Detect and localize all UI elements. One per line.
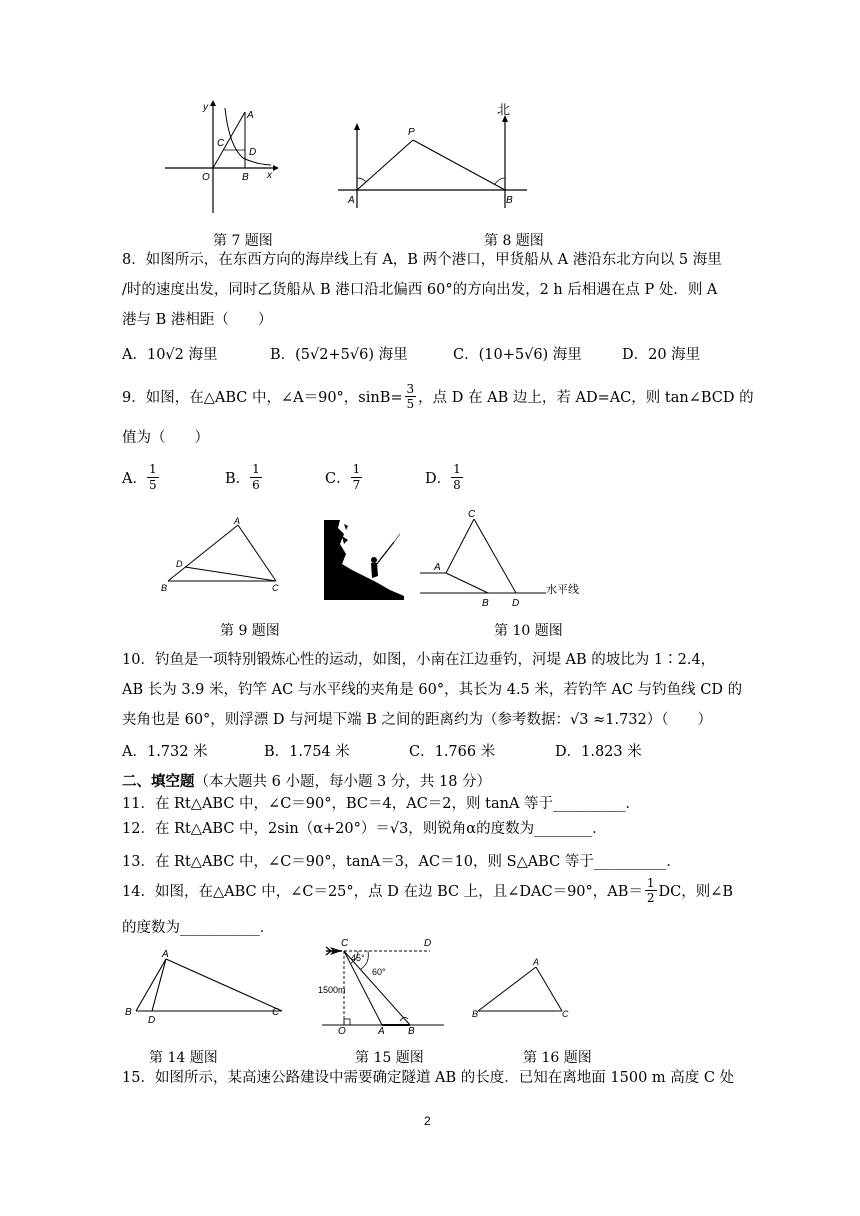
q10-option-b: B．1.754 米 bbox=[264, 744, 350, 760]
q14-frac-den: 2 bbox=[646, 891, 655, 905]
q9-option-d-frac bbox=[451, 462, 463, 493]
page-number: 2 bbox=[424, 1114, 431, 1128]
q10-line-3: 夹角也是 60°，则浮漂 D 与河堤下端 B 之间的距离约为（参考数据：√3 ≈1.732）（ ） bbox=[122, 712, 713, 728]
q9-option-b-frac bbox=[250, 462, 262, 493]
q9-option-a-frac bbox=[147, 462, 159, 493]
q14-frac-num: 1 bbox=[646, 876, 655, 890]
q9-option-d-num: 1 bbox=[453, 462, 461, 476]
q9-option-d bbox=[425, 462, 463, 493]
q9-option-b bbox=[225, 462, 262, 493]
section-2-note: （本大题共 6 小题，每小题 3 分，共 18 分） bbox=[194, 774, 492, 790]
q11: 11．在 Rt△ABC 中，∠C＝90°，BC＝4，AC＝2，则 tanA 等于__________． bbox=[122, 796, 641, 812]
figure-14 bbox=[120, 945, 295, 1025]
caption-fig8: 第 8 题图 bbox=[484, 233, 544, 249]
q8-line-1: 8．如图所示，在东西方向的海岸线上有 A，B 两个港口，甲货船从 A 港沿东北方向以 5 海里 bbox=[122, 252, 722, 268]
fig8-label-north: 北 bbox=[497, 102, 511, 117]
fig10-label-d: D bbox=[512, 598, 520, 609]
fig7-label-x: x bbox=[267, 170, 272, 181]
q9-option-d-label: D． bbox=[425, 471, 452, 487]
q8-option-b: B．(5√2+5√6) 海里 bbox=[270, 347, 408, 363]
q12: 12．在 Rt△ABC 中，2sin（α+20°）＝√3，则锐角α的度数为________． bbox=[122, 821, 607, 837]
q8-option-d: D．20 海里 bbox=[622, 347, 701, 363]
q9-line-2: 值为（ ） bbox=[122, 430, 209, 446]
q8-line-3: 港与 B 港相距（ ） bbox=[122, 312, 273, 328]
fig10-label-c: C bbox=[468, 509, 476, 520]
q9-option-a-den: 5 bbox=[148, 478, 157, 492]
fig7-label-y: y bbox=[203, 102, 208, 113]
fig10-label-horizontal: 水平线 bbox=[546, 584, 579, 596]
fig7-label-d: D bbox=[249, 147, 257, 158]
q10-line-2: AB 长为 3.9 米，钓竿 AC 与水平线的夹角是 60°，其长为 4.5 米，若钓竿 AC 与钓鱼线 CD 的 bbox=[122, 682, 743, 698]
q9-line-1 bbox=[122, 382, 754, 411]
q9-option-a bbox=[122, 462, 159, 493]
fig16-label-c: C bbox=[562, 1009, 569, 1019]
q9-option-b-label: B． bbox=[225, 471, 251, 487]
q9-text-b: ，点 D 在 AB 边上，若 AD=AC，则 tan∠BCD 的 bbox=[418, 390, 754, 406]
caption-fig10: 第 10 题图 bbox=[494, 623, 563, 639]
q9-option-b-den: 6 bbox=[252, 478, 260, 492]
caption-fig9: 第 9 题图 bbox=[220, 623, 280, 639]
fig8-label-p: P bbox=[408, 127, 415, 138]
q9-option-b-num: 1 bbox=[252, 462, 260, 476]
fig15-label-o: O bbox=[338, 1026, 346, 1035]
figure-16 bbox=[470, 955, 580, 1021]
fig14-label-d: D bbox=[148, 1015, 156, 1025]
q9-option-c bbox=[325, 462, 362, 493]
fig10-label-b: B bbox=[482, 598, 489, 609]
q10-line-1: 10．钓鱼是一项特别锻炼心性的运动，如图，小南在江边垂钓，河堤 AB 的坡比为 1∶2.4， bbox=[122, 652, 716, 668]
q9-option-a-label: A． bbox=[122, 471, 147, 487]
q8-option-a: A．10√2 海里 bbox=[122, 347, 218, 363]
q8-option-c: C．(10+5√6) 海里 bbox=[453, 347, 582, 363]
fig16-label-a: A bbox=[533, 957, 540, 967]
q10-option-d: D．1.823 米 bbox=[555, 744, 642, 760]
fig14-label-c: C bbox=[272, 1007, 280, 1018]
figure-9 bbox=[158, 515, 288, 597]
q14-fraction bbox=[645, 876, 657, 905]
fig7-label-b: B bbox=[242, 172, 249, 183]
q15-line-1: 15．如图所示，某高速公路建设中需要确定隧道 AB 的长度．已知在离地面 1500 m 高度 C 处 bbox=[122, 1070, 735, 1086]
caption-fig16: 第 16 题图 bbox=[523, 1050, 592, 1066]
fig16-label-b: B bbox=[472, 1009, 479, 1019]
q9-option-c-label: C． bbox=[325, 471, 351, 487]
q9-frac-num: 3 bbox=[406, 382, 415, 396]
fig15-label-a: A bbox=[378, 1026, 385, 1035]
fig15-label-d: D bbox=[424, 938, 432, 949]
fig15-label-b: B bbox=[408, 1026, 415, 1035]
q14-line-1 bbox=[122, 876, 733, 905]
fig9-label-c: C bbox=[272, 583, 279, 593]
section-2-heading bbox=[122, 770, 491, 791]
figure-8 bbox=[335, 98, 535, 213]
q10-option-a: A．1.732 米 bbox=[122, 744, 208, 760]
fig7-label-c: C bbox=[217, 138, 225, 149]
fig15-label-60: 60° bbox=[372, 967, 386, 977]
caption-fig14: 第 14 题图 bbox=[149, 1050, 218, 1066]
q9-option-d-den: 8 bbox=[453, 478, 461, 492]
fig9-label-d: D bbox=[176, 559, 183, 569]
q9-option-c-den: 7 bbox=[352, 478, 361, 492]
q14-line-2: 的度数为___________． bbox=[122, 920, 275, 936]
q14-text-b: DC，则∠B bbox=[658, 884, 734, 900]
fig7-label-a: A bbox=[247, 110, 254, 121]
fig14-label-a: A bbox=[162, 949, 169, 960]
q9-frac-den: 5 bbox=[406, 397, 415, 411]
q9-text-a: 9．如图，在△ABC 中，∠A＝90°，sinB= bbox=[122, 390, 403, 406]
caption-fig7: 第 7 题图 bbox=[213, 233, 273, 249]
section-2-title: 二、填空题 bbox=[122, 773, 195, 790]
fig15-label-height: 1500m bbox=[318, 985, 346, 995]
q9-option-c-num: 1 bbox=[352, 462, 361, 476]
q10-option-c: C．1.766 米 bbox=[409, 744, 496, 760]
fig14-label-b: B bbox=[125, 1007, 132, 1018]
fig10-label-a: A bbox=[434, 562, 441, 573]
figure-10 bbox=[420, 505, 585, 610]
caption-fig15: 第 15 题图 bbox=[355, 1050, 424, 1066]
q14-text-a: 14．如图，在△ABC 中，∠C＝25°，点 D 在边 BC 上，且∠DAC＝90°，AB＝ bbox=[122, 884, 643, 900]
fig7-label-o: O bbox=[202, 172, 210, 183]
fig15-label-c: C bbox=[341, 938, 349, 949]
fishing-silhouette-image bbox=[324, 520, 406, 600]
fig8-label-b: B bbox=[506, 195, 513, 206]
q13: 13．在 Rt△ABC 中，∠C＝90°，tanA＝3，AC＝10，则 S△ABC 等于__________． bbox=[122, 854, 681, 870]
q9-fraction bbox=[405, 382, 417, 411]
figure-7 bbox=[165, 98, 285, 218]
figure-15 bbox=[318, 935, 446, 1035]
fig9-label-b: B bbox=[161, 583, 168, 593]
fig15-label-45: 45° bbox=[351, 953, 365, 963]
q9-option-a-num: 1 bbox=[148, 462, 157, 476]
fig9-label-a: A bbox=[234, 516, 241, 526]
fig8-label-a: A bbox=[348, 195, 355, 206]
q8-line-2: /时的速度出发，同时乙货船从 B 港口沿北偏西 60°的方向出发，2 h 后相遇在点 P 处．则 A bbox=[122, 282, 718, 298]
q9-option-c-frac bbox=[351, 462, 363, 493]
